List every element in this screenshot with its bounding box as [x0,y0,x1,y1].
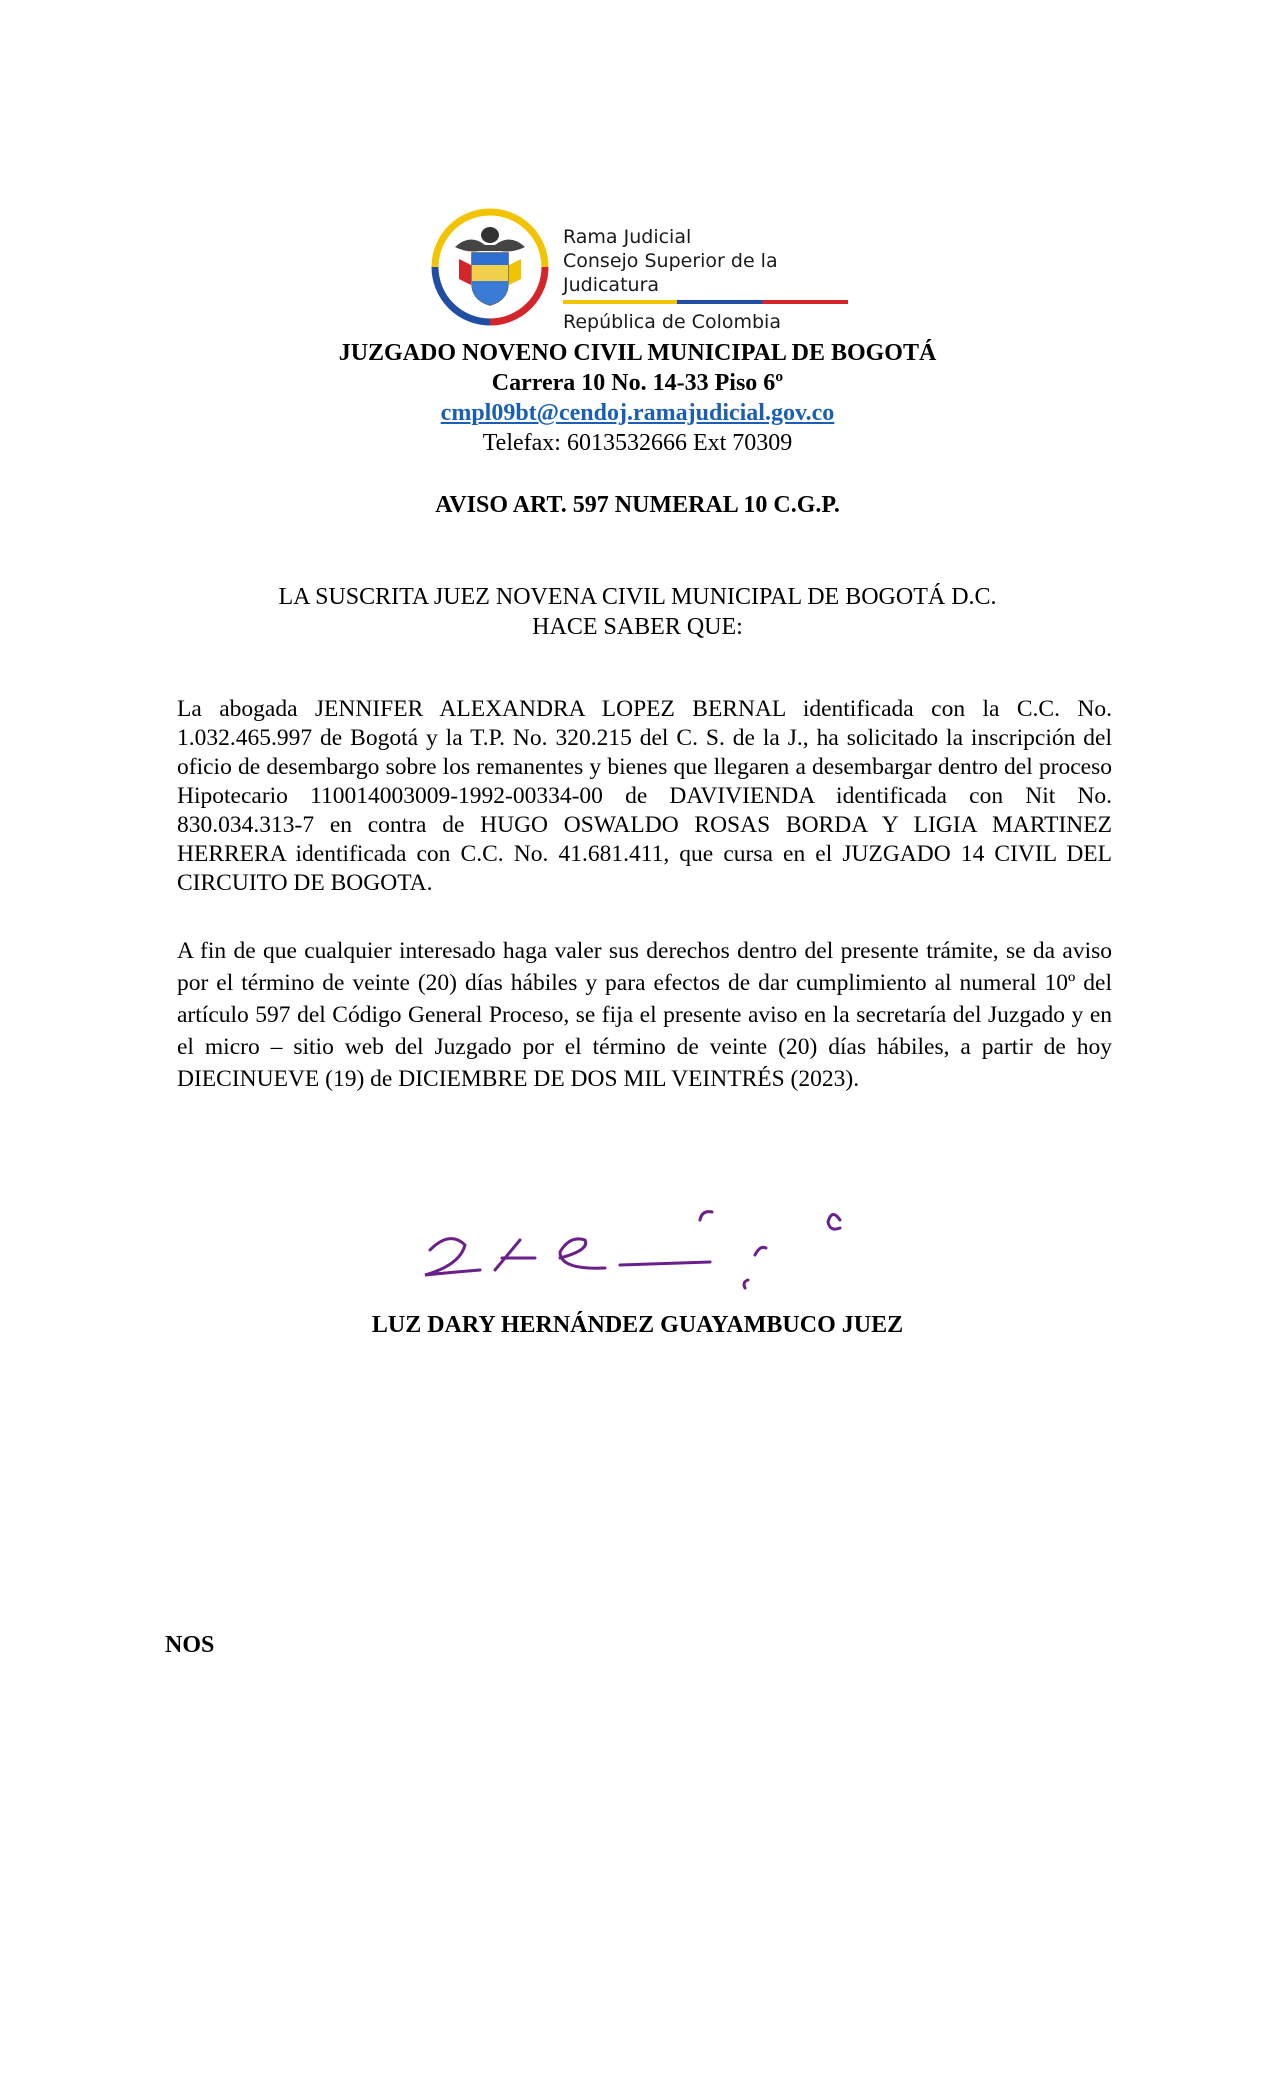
document-title: AVISO ART. 597 NUMERAL 10 C.G.P. [435,492,840,518]
logo-line-consejo: Consejo Superior de la Judicatura [563,250,778,296]
court-email-link[interactable]: cmpl09bt@cendoj.ramajudicial.gov.co [440,400,835,426]
judge-name: LUZ DARY HERNÁNDEZ GUAYAMBUCO JUEZ [371,1312,904,1338]
intro-line-1: LA SUSCRITA JUEZ NOVENA CIVIL MUNICIPAL DE BOGOTÁ D.C. [278,584,997,610]
rama-judicial-logo [425,205,865,333]
court-name: JUZGADO NOVENO CIVIL MUNICIPAL DE BOGOTÁ [338,340,937,366]
paragraph-request: La abogada JENNIFER ALEXANDRA LOPEZ BERNAL identificada con la C.C. No. 1.032.465.997 de Bogotá y la T.P. No. 320.215 del C. S. de la J., ha solicitado la inscripción del oficio de desembargo sobre los remanentes y bienes que llegaren a desembargar dentro del proceso Hipotecario 110014003009-1992-00334-00 de DAVIVIENDA identificada con Nit No. 830.034.313-7 en contra de HUGO OSWALDO ROSAS BORDA Y LIGIA MARTINEZ HERRERA identificada con C.C. No. 41.681.411, que cursa en el JUZGADO 14 CIVIL DEL CIRCUITO DE BOGOTA. [177,696,1112,896]
footer-initials: NOS [165,1632,215,1658]
intro-line-2: HACE SABER QUE: [532,614,743,640]
paragraph-notice: A fin de que cualquier interesado haga valer sus derechos dentro del presente trámite, se da aviso por el término de veinte (20) días hábiles y para efectos de dar cumplimiento al numeral 10º del artículo 597 del Código General Proceso, se fija el presente aviso en la secretaría del Juzgado y en el micro – sitio web del Juzgado por el término de veinte (20) días hábiles, a partir de hoy DIECINUEVE (19) de DICIEMBRE DE DOS MIL VEINTRÉS (2023). [177,938,1112,1092]
colombian-coat-of-arms-icon [425,205,555,330]
logo-line-rama-judicial: Rama Judicial [563,226,692,248]
tricolor-rule [563,300,848,304]
court-phone: Telefax: 6013532666 Ext 70309 [482,430,793,456]
court-address: Carrera 10 No. 14-33 Piso 6º [491,370,784,396]
handwritten-signature [410,1190,860,1310]
logo-line-republica: República de Colombia [563,311,781,333]
